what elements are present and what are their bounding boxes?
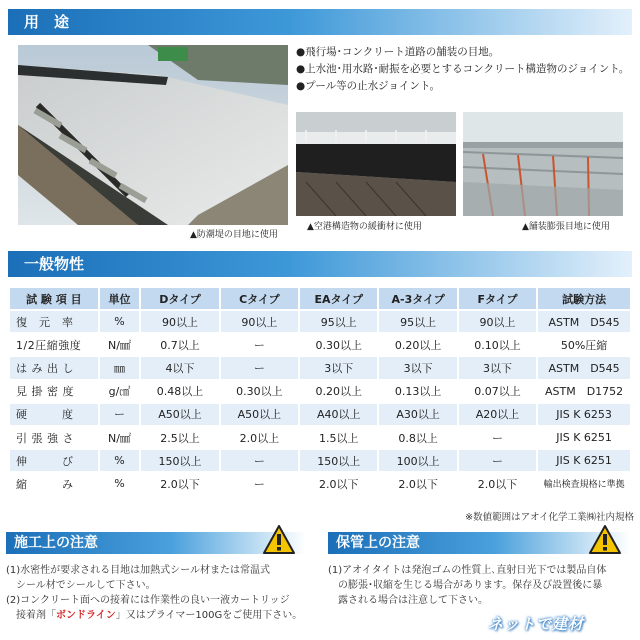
table-cell: 0.7以上 xyxy=(141,334,218,355)
table-cell: ー xyxy=(221,473,298,494)
storage-line: 露される場合は注意して下さい。 xyxy=(328,595,488,606)
table-cell: 0.07以上 xyxy=(459,381,536,402)
table-cell: ㎜ xyxy=(100,357,140,378)
table-row xyxy=(10,334,630,355)
table-cell: % xyxy=(100,450,140,471)
warning-triangle-icon xyxy=(262,524,296,556)
table-cell: 0.30以上 xyxy=(221,381,298,402)
airport-structure-photo xyxy=(296,112,456,216)
table-cell: 0.48以上 xyxy=(141,381,218,402)
bondline-product-name: ボンドライン xyxy=(56,610,116,621)
usage-header xyxy=(8,9,632,35)
watermark-logo: ネットで建材 xyxy=(488,615,585,633)
usage-bullet: ●プール等の止水ジョイント。 xyxy=(296,80,440,92)
usage-bullet: ●飛行場･コンクリート道路の舗装の目地。 xyxy=(296,46,500,58)
table-cell: A50以上 xyxy=(141,404,218,425)
table-cell: 4以下 xyxy=(141,357,218,378)
table-cell: A50以上 xyxy=(221,404,298,425)
table-cell: 2.0以下 xyxy=(379,473,456,494)
table-cell: ASTM D545 xyxy=(538,311,630,332)
storage-line: (1)アオイタイトは発泡ゴムの性質上､直射日光下では製品自体 xyxy=(328,565,607,576)
table-cell: g/㎤ xyxy=(100,381,140,402)
table-cell: 3以下 xyxy=(379,357,456,378)
table-cell: ー xyxy=(100,404,140,425)
table-cell: 90以上 xyxy=(141,311,218,332)
usage-heading: 用 途 xyxy=(24,13,70,31)
table-row xyxy=(10,404,630,425)
table-row xyxy=(10,473,630,494)
table-cell: JIS K 6251 xyxy=(538,427,630,448)
storage-line: の膨張･収縮を生じる場合があります。保存及び設置後に暴 xyxy=(328,580,603,591)
seawall-photo xyxy=(18,45,288,225)
table-row xyxy=(10,357,630,378)
table-cell: 2.0以下 xyxy=(459,473,536,494)
table-cell: 3以下 xyxy=(459,357,536,378)
row-header-cell: 硬 度 xyxy=(10,404,98,425)
table-header-cell: 試験方法 xyxy=(538,288,630,309)
pavement-joint-photo xyxy=(463,112,623,216)
table-header-cell: Fタイプ xyxy=(459,288,536,309)
caption-airport: ▲空港構造物の緩衝材に使用 xyxy=(307,222,422,232)
table-cell: ー xyxy=(221,450,298,471)
table-cell: A40以上 xyxy=(300,404,377,425)
table-cell: ASTM D1752 xyxy=(538,381,630,402)
table-cell: 0.20以上 xyxy=(300,381,377,402)
table-header-cell: 試 験 項 目 xyxy=(10,288,98,309)
table-cell: 0.20以上 xyxy=(379,334,456,355)
construction-text-fragment: 」又はプライマー100Gをご使用下さい。 xyxy=(115,610,303,621)
table-header-cell: A-3タイプ xyxy=(379,288,456,309)
construction-line: (1)水密性が要求される目地は加熱式シール材または常温式 xyxy=(6,565,270,576)
row-header-cell: 1/2圧縮強度 xyxy=(10,334,98,355)
table-cell: 0.30以上 xyxy=(300,334,377,355)
row-header-cell: 見 掛 密 度 xyxy=(10,381,98,402)
row-header-cell: は み 出 し xyxy=(10,357,98,378)
table-cell: 90以上 xyxy=(221,311,298,332)
usage-bullet: ●上水池･用水路･耐振を必要とするコンクリート構造物のジョイント。 xyxy=(296,63,630,75)
table-cell: 輸出検査規格に準拠 xyxy=(538,473,630,494)
table-cell: 2.0以上 xyxy=(221,427,298,448)
table-cell: ー xyxy=(459,450,536,471)
table-cell: 2.0以下 xyxy=(141,473,218,494)
table-cell: 50%圧縮 xyxy=(538,334,630,355)
table-cell: 150以上 xyxy=(141,450,218,471)
table-cell: N/㎟ xyxy=(100,334,140,355)
table-cell: 0.13以上 xyxy=(379,381,456,402)
table-cell: 100以上 xyxy=(379,450,456,471)
table-note: ※数値範囲はアオイ化学工業㈱社内規格 xyxy=(465,512,634,523)
construction-heading: 施工上の注意 xyxy=(14,535,98,551)
table-cell: ー xyxy=(221,334,298,355)
row-header-cell: 復 元 率 xyxy=(10,311,98,332)
table-row xyxy=(10,450,630,471)
table-row xyxy=(10,311,630,332)
construction-text-fragment: 接着剤「 xyxy=(6,610,56,621)
table-header-cell: EAタイプ xyxy=(300,288,377,309)
table-cell: 95以上 xyxy=(300,311,377,332)
table-cell: A30以上 xyxy=(379,404,456,425)
table-cell: % xyxy=(100,473,140,494)
row-header-cell: 縮 み xyxy=(10,473,98,494)
table-cell: 2.5以上 xyxy=(141,427,218,448)
construction-text xyxy=(6,563,326,623)
table-cell: N/㎟ xyxy=(100,427,140,448)
table-header-cell: 単位 xyxy=(100,288,140,309)
table-header-cell: Dタイプ xyxy=(141,288,218,309)
table-cell: ー xyxy=(459,427,536,448)
table-cell: 95以上 xyxy=(379,311,456,332)
construction-line xyxy=(6,608,326,623)
table-cell: 0.10以上 xyxy=(459,334,536,355)
table-cell: ASTM D545 xyxy=(538,357,630,378)
properties-table-body xyxy=(10,311,630,495)
row-header-cell: 引 張 強 さ xyxy=(10,427,98,448)
storage-text xyxy=(328,563,636,608)
table-cell: 150以上 xyxy=(300,450,377,471)
caption-seawall: ▲防潮堤の目地に使用 xyxy=(190,230,278,240)
storage-heading: 保管上の注意 xyxy=(336,535,420,551)
construction-line: シール材でシールして下さい。 xyxy=(6,580,156,591)
construction-header xyxy=(6,532,306,554)
warning-triangle-icon xyxy=(588,524,622,556)
storage-header xyxy=(328,532,630,554)
table-cell: JIS K 6251 xyxy=(538,450,630,471)
table-cell: A20以上 xyxy=(459,404,536,425)
construction-line: (2)コンクリート面への接着には作業性の良い一液カートリッジ xyxy=(6,595,290,606)
table-cell: ー xyxy=(221,357,298,378)
table-cell: 0.8以上 xyxy=(379,427,456,448)
caption-pavement: ▲舗装膨張目地に使用 xyxy=(522,222,610,232)
table-cell: 90以上 xyxy=(459,311,536,332)
usage-bullet-list xyxy=(296,44,636,95)
table-cell: JIS K 6253 xyxy=(538,404,630,425)
table-header-row xyxy=(10,288,630,309)
table-row xyxy=(10,427,630,448)
table-row xyxy=(10,381,630,402)
row-header-cell: 伸 び xyxy=(10,450,98,471)
table-cell: 2.0以下 xyxy=(300,473,377,494)
properties-header xyxy=(8,251,632,277)
properties-table xyxy=(8,286,632,497)
table-cell: 1.5以上 xyxy=(300,427,377,448)
properties-heading: 一般物性 xyxy=(24,255,85,273)
table-cell: 3以下 xyxy=(300,357,377,378)
table-cell: % xyxy=(100,311,140,332)
table-header-cell: Cタイプ xyxy=(221,288,298,309)
